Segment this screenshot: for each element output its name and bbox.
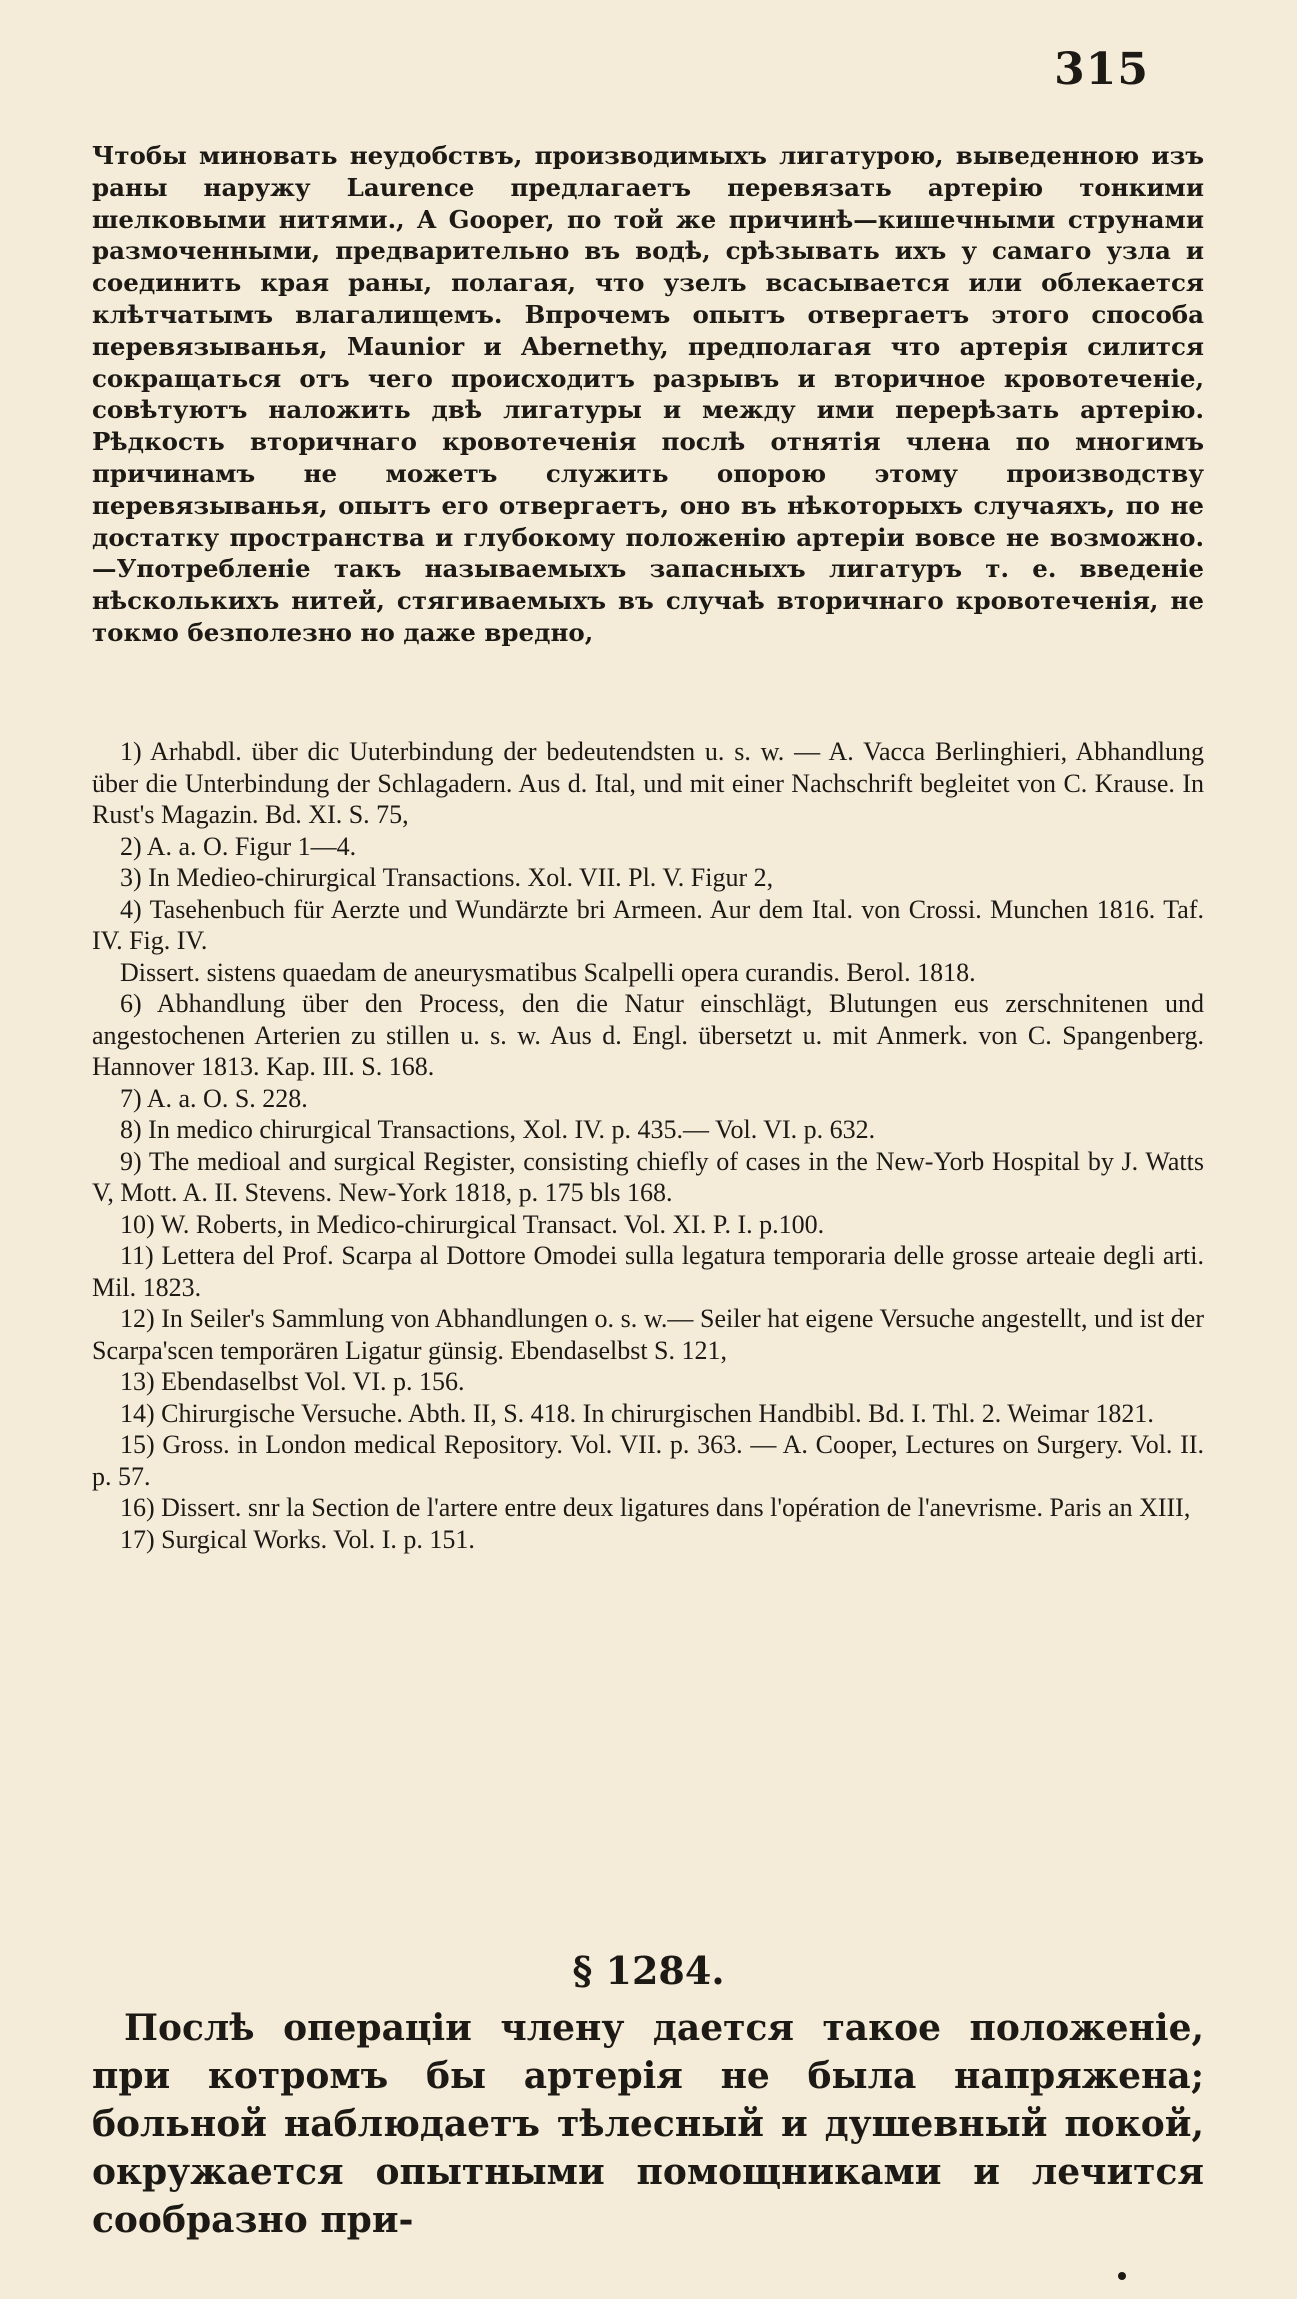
footnote: 13) Ebendaselbst Vol. VI. p. 156. [120, 1367, 465, 1396]
footnote: 2) A. a. O. Figur 1—4. [120, 831, 357, 861]
footnote: 10) W. Roberts, in Medico-chirurgical Transact. Vol. XI. P. I. p.100. [120, 1209, 825, 1239]
footnote: 12) In Seiler's Sammlung von Abhandlungen o. s. w.— Seiler hat eigene Versuche angestellt, und ist der Scarpa'scen temporären Ligatur günsig. Ebendaselbst S. 121, [92, 1304, 1204, 1365]
body-paragraph-large [92, 2004, 1204, 2244]
footnote: 7) A. a. O. S. 228. [120, 1083, 308, 1113]
footnote: Dissert. sistens quaedam de aneurysmatibus Scalpelli opera curandis. Berol. 1818. [120, 957, 976, 987]
small-paragraph-text: Чтобы миновать неудобствъ, производимыхъ лигатурою, выведенною изъ раны наружу Laurence предлагаетъ перевязать артерію тонкими шелковыми нитями., A Gooper, по той же причинѣ—кишечными струнами размоченными, предварительно въ водѣ, срѣзывать ихъ у самаго узла и соединить края раны, полагая, что узелъ всасывается или облекается клѣтчатымъ влагалищемъ. Впрочемъ опытъ отвергаетъ этого способа перевязыванья, Maunior и Abernethy, предполагая что артерія силится сокращаться отъ чего происходитъ разрывъ и вторичное кровотеченіе, совѣтуютъ наложить двѣ лигатуры и между ими перерѣзать артерію. Рѣдкость вторичнаго кровотеченія послѣ отнятія члена по многимъ причинамъ не можетъ служить опорою этому производству перевязыванья, опытъ его отвергаетъ, оно въ нѣкоторыхъ случаяхъ, по не достатку пространства и глубокому положенію артеріи вовсе не возможно.—Употребленіе такъ называемыхъ запасныхъ лигатуръ т. е. введеніе нѣсколькихъ нитей, стягиваемыхъ въ случаѣ вторичнаго кровотеченія, не токмо безполезно но даже вредно, [92, 141, 1204, 647]
body-paragraph-small [92, 140, 1204, 649]
footnote: 1) Arhabdl. über dic Uuterbindung der bedeutendsten u. s. w. — A. Vacca Berlinghieri, Abhandlung über die Unterbindung der Schlagadern. Aus d. Ital, und mit einer Nachschrift begleitet von C. Krause. In Rust's Magazin. Bd. XI. S. 75, [92, 737, 1204, 829]
footnote: 8) In medico chirurgical Transactions, Xol. IV. p. 435.— Vol. VI. p. 632. [120, 1115, 876, 1144]
footnote: 6) Abhandlung über den Process, den die Natur einschlägt, Blutungen eus zerschnitenen und angestochenen Arterien zu stillen u. s. w. Aus d. Engl. übersetzt u. mit Anmerk. von C. Spangenberg. Hannover 1813. Kap. III. S. 168. [92, 989, 1204, 1081]
footnote: 11) Lettera del Prof. Scarpa al Dottore Omodei sulla legatura temporaria delle grosse arteaie degli arti. Mil. 1823. [92, 1241, 1204, 1302]
page-number: 315 [1054, 44, 1149, 95]
footnote: 9) The medioal and surgical Register, consisting chiefly of cases in the New-Yorb Hospital by J. Watts V, Mott. A. II. Stevens. New-York 1818, p. 175 bls 168. [92, 1146, 1204, 1207]
footnote: 15) Gross. in London medical Repository. Vol. VII. p. 363. — A. Cooper, Lectures on Surgery. Vol. II. p. 57. [92, 1430, 1204, 1491]
large-paragraph-text: Послѣ операціи члену дается такое положеніе, при котромъ бы артерія не была напряжена; больной наблюдаетъ тѣлесный и душевный покой, окружается опытными помощниками и лечится сообразно при- [92, 2007, 1204, 2241]
footnote: 14) Chirurgische Versuche. Abth. II, S. 418. In chirurgischen Handbibl. Bd. I. Thl. 2. Weimar 1821. [120, 1398, 1154, 1428]
footnote: 3) In Medieo-chirurgical Transactions. Xol. VII. Pl. V. Figur 2, [120, 863, 774, 892]
printer-mark-dot [1118, 2272, 1126, 2280]
section-heading: § 1284. [572, 1948, 725, 1993]
footnote: 16) Dissert. snr la Section de l'artere entre deux ligatures dans l'opération de l'anevrisme. Paris an XIII, [120, 1493, 1191, 1522]
footnote: 4) Tasehenbuch für Aerzte und Wundärzte bri Armeen. Aur dem Ital. von Crossi. Munchen 1816. Taf. IV. Fig. IV. [92, 894, 1204, 955]
footnote: 17) Surgical Works. Vol. I. p. 151. [120, 1524, 475, 1554]
footnotes-list [92, 736, 1204, 1555]
